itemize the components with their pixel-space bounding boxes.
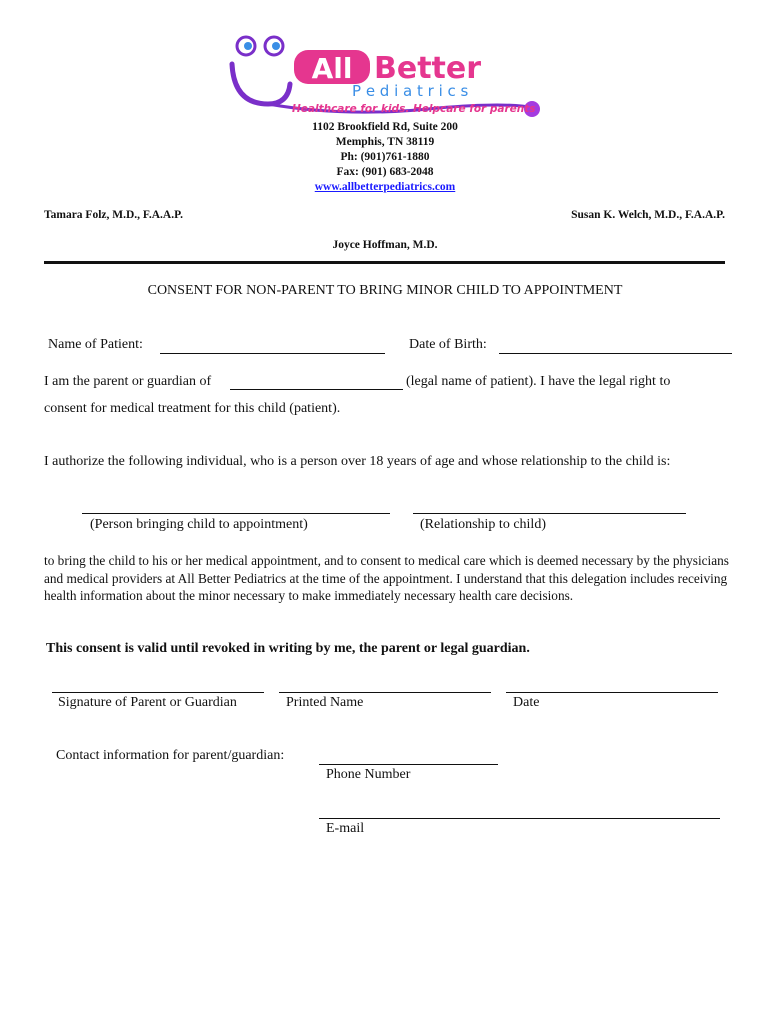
- email-label: E-mail: [326, 821, 365, 836]
- fax-line: Fax: (901) 683-2048: [336, 166, 434, 178]
- doctor-right: Susan K. Welch, M.D., F.A.A.P.: [571, 209, 725, 221]
- email-field[interactable]: [319, 818, 720, 819]
- logo-pupil-right: [272, 42, 280, 50]
- validity-statement: This consent is valid until revoked in writing by me, the parent or legal guardian.: [46, 641, 530, 656]
- patient-name-label: Name of Patient:: [48, 337, 143, 352]
- logo-tagline: Healthcare for kids. Helpcare for parents: [292, 103, 536, 115]
- doctor-left: Tamara Folz, M.D., F.A.A.P.: [44, 209, 183, 221]
- printed-name-label: Printed Name: [286, 695, 364, 710]
- phone-label: Phone Number: [326, 767, 411, 782]
- person-field[interactable]: [82, 513, 390, 514]
- authorize-text: I authorize the following individual, who is a person over 18 years of age and whose relationship to the child is:: [44, 454, 671, 469]
- patient-name-field[interactable]: [160, 353, 385, 354]
- signature-label: Signature of Parent or Guardian: [58, 695, 237, 710]
- signature-field[interactable]: [52, 692, 264, 693]
- form-title: CONSENT FOR NON-PARENT TO BRING MINOR CHILD TO APPOINTMENT: [147, 283, 623, 298]
- stethoscope-icon: [232, 64, 290, 104]
- delegation-paragraph: to bring the child to his or her medical appointment, and to consent to medical care which is deemed necessary by the physicians and medical providers at All Better Pediatrics at the time of the appointment. I understand that this delegation includes receiving health information about the minor necessary to make immediately necessary health care decisions.: [44, 553, 729, 603]
- header-divider: [44, 261, 725, 264]
- phone-line: Ph: (901)761-1880: [340, 151, 430, 163]
- logo-all-text: All: [311, 52, 353, 85]
- dob-label: Date of Birth:: [409, 337, 487, 352]
- doctor-center: Joyce Hoffman, M.D.: [332, 239, 438, 251]
- address-line-2: Memphis, TN 38119: [335, 136, 435, 148]
- printed-name-field[interactable]: [279, 692, 491, 693]
- dob-field[interactable]: [499, 353, 732, 354]
- all-better-pediatrics-logo: [228, 32, 548, 118]
- parent-text-c: consent for medical treatment for this child (patient).: [44, 401, 341, 416]
- phone-field[interactable]: [319, 764, 498, 765]
- website-link[interactable]: www.allbetterpediatrics.com: [314, 181, 456, 193]
- parent-text-a: I am the parent or guardian of: [44, 374, 212, 389]
- logo-pediatrics-text: P e d i a t r i c s: [352, 82, 469, 100]
- logo-better-text: Better: [374, 51, 482, 86]
- legal-name-field[interactable]: [230, 389, 403, 390]
- logo-pupil-left: [244, 42, 252, 50]
- person-label: (Person bringing child to appointment): [90, 517, 308, 532]
- address-line-1: 1102 Brookfield Rd, Suite 200: [312, 121, 458, 133]
- date-label: Date: [513, 695, 540, 710]
- parent-text-b: (legal name of patient). I have the legal right to: [406, 374, 671, 389]
- contact-label: Contact information for parent/guardian:: [56, 748, 285, 763]
- relationship-label: (Relationship to child): [420, 517, 546, 532]
- website-row: [0, 180, 770, 195]
- relationship-field[interactable]: [413, 513, 686, 514]
- date-field[interactable]: [506, 692, 718, 693]
